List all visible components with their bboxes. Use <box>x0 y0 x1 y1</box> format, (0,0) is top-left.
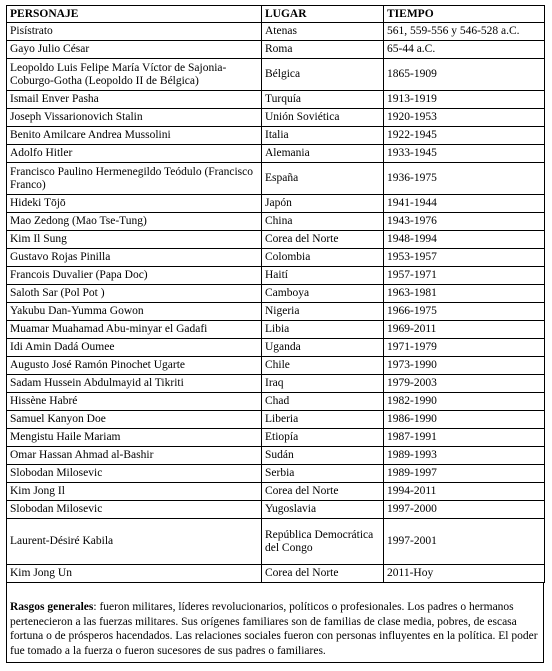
table-row <box>7 59 545 91</box>
header-lugar: LUGAR <box>262 6 384 23</box>
cell-tiempo: 1994-2011 <box>384 483 545 501</box>
cell-tiempo: 1922-1945 <box>384 127 545 145</box>
table-row <box>7 321 545 339</box>
cell-lugar: Chile <box>262 357 384 375</box>
cell-tiempo: 1989-1993 <box>384 447 545 465</box>
cell-tiempo: 1971-1979 <box>384 339 545 357</box>
cell-personaje: Sadam Hussein Abdulmayid al Tikriti <box>7 375 262 393</box>
cell-tiempo: 1969-2011 <box>384 321 545 339</box>
cell-personaje: Joseph Vissarionovich Stalin <box>7 109 262 127</box>
table-body <box>7 23 545 583</box>
cell-personaje: Mao Zedong (Mao Tse-Tung) <box>7 213 262 231</box>
cell-personaje: Muamar Muahamad Abu-minyar el Gadafi <box>7 321 262 339</box>
dictators-table <box>6 5 545 583</box>
table-row <box>7 249 545 267</box>
cell-personaje: Omar Hassan Ahmad al-Bashir <box>7 447 262 465</box>
table-row <box>7 465 545 483</box>
cell-personaje: Pisístrato <box>7 23 262 41</box>
cell-personaje: Idi Amin Dadá Oumee <box>7 339 262 357</box>
cell-lugar: Atenas <box>262 23 384 41</box>
cell-personaje: Hissène Habré <box>7 393 262 411</box>
cell-lugar: Liberia <box>262 411 384 429</box>
header-personaje: PERSONAJE <box>7 6 262 23</box>
table-row <box>7 501 545 519</box>
cell-tiempo: 65-44 a.C. <box>384 41 545 59</box>
cell-lugar: Iraq <box>262 375 384 393</box>
cell-personaje: Gayo Julio César <box>7 41 262 59</box>
cell-tiempo: 1997-2001 <box>384 519 545 565</box>
cell-lugar: España <box>262 163 384 195</box>
cell-personaje: Slobodan Milosevic <box>7 465 262 483</box>
note-label: Rasgos generales <box>10 601 94 613</box>
table-row <box>7 357 545 375</box>
cell-lugar: China <box>262 213 384 231</box>
cell-tiempo: 1920-1953 <box>384 109 545 127</box>
cell-personaje: Saloth Sar (Pol Pot ) <box>7 285 262 303</box>
cell-tiempo: 1989-1997 <box>384 465 545 483</box>
document-page <box>6 5 544 663</box>
cell-tiempo: 1979-2003 <box>384 375 545 393</box>
table-row <box>7 127 545 145</box>
table-row <box>7 303 545 321</box>
cell-lugar: Alemania <box>262 145 384 163</box>
table-row <box>7 163 545 195</box>
cell-personaje: Mengistu Haile Mariam <box>7 429 262 447</box>
cell-lugar: Corea del Norte <box>262 231 384 249</box>
cell-tiempo: 2011-Hoy <box>384 565 545 583</box>
cell-personaje: Laurent-Désiré Kabila <box>7 519 262 565</box>
cell-lugar: Serbia <box>262 465 384 483</box>
cell-lugar: Unión Soviética <box>262 109 384 127</box>
table-row <box>7 411 545 429</box>
cell-tiempo: 1948-1994 <box>384 231 545 249</box>
cell-lugar: Libia <box>262 321 384 339</box>
cell-personaje: Francisco Paulino Hermenegildo Teódulo (Francisco Franco) <box>7 163 262 195</box>
table-row <box>7 429 545 447</box>
header-tiempo: TIEMPO <box>384 6 545 23</box>
cell-personaje: Benito Amilcare Andrea Mussolini <box>7 127 262 145</box>
note-text: : fueron militares, líderes revolucionarios, políticos o profesionales. Los padres o hermanos pertenecieron a las fuerzas militares. Sus orígenes familiares son de familias de clase media, pobres, de escasa fortuna o de prósperos hacendados. Las relaciones sociales fueron con personas influyentes en la política. El poder fue tomado a la fuerza o fueron sucesores de sus padres o familiares. <box>10 601 538 657</box>
cell-tiempo: 1987-1991 <box>384 429 545 447</box>
cell-lugar: Camboya <box>262 285 384 303</box>
cell-tiempo: 1982-1990 <box>384 393 545 411</box>
cell-tiempo: 1963-1981 <box>384 285 545 303</box>
cell-tiempo: 1865-1909 <box>384 59 545 91</box>
cell-personaje: Kim Jong Il <box>7 483 262 501</box>
cell-tiempo: 1957-1971 <box>384 267 545 285</box>
cell-lugar: Japón <box>262 195 384 213</box>
cell-tiempo: 561, 559-556 y 546-528 a.C. <box>384 23 545 41</box>
cell-lugar: República Democrática del Congo <box>262 519 384 565</box>
cell-personaje: Kim Jong Un <box>7 565 262 583</box>
table-row <box>7 447 545 465</box>
cell-personaje: Leopoldo Luis Felipe María Víctor de Sajonia-Coburgo-Gotha (Leopoldo II de Bélgica) <box>7 59 262 91</box>
cell-personaje: Ismail Enver Pasha <box>7 91 262 109</box>
table-row <box>7 23 545 41</box>
cell-personaje: Gustavo Rojas Pinilla <box>7 249 262 267</box>
cell-personaje: Hideki Tōjō <box>7 195 262 213</box>
table-spacer <box>6 583 544 597</box>
table-row <box>7 483 545 501</box>
table-row <box>7 339 545 357</box>
cell-lugar: Chad <box>262 393 384 411</box>
table-row <box>7 393 545 411</box>
cell-lugar: Bélgica <box>262 59 384 91</box>
cell-tiempo: 1973-1990 <box>384 357 545 375</box>
cell-lugar: Etiopía <box>262 429 384 447</box>
table-row <box>7 565 545 583</box>
cell-personaje: Samuel Kanyon Doe <box>7 411 262 429</box>
table-row <box>7 91 545 109</box>
cell-lugar: Yugoslavia <box>262 501 384 519</box>
cell-lugar: Nigeria <box>262 303 384 321</box>
table-row <box>7 213 545 231</box>
cell-tiempo: 1936-1975 <box>384 163 545 195</box>
cell-lugar: Haití <box>262 267 384 285</box>
cell-personaje: Slobodan Milosevic <box>7 501 262 519</box>
table-row <box>7 195 545 213</box>
cell-personaje: Kim Il Sung <box>7 231 262 249</box>
cell-personaje: Francois Duvalier (Papa Doc) <box>7 267 262 285</box>
cell-tiempo: 1913-1919 <box>384 91 545 109</box>
cell-lugar: Corea del Norte <box>262 565 384 583</box>
cell-tiempo: 1953-1957 <box>384 249 545 267</box>
cell-lugar: Italia <box>262 127 384 145</box>
cell-lugar: Roma <box>262 41 384 59</box>
cell-personaje: Augusto José Ramón Pinochet Ugarte <box>7 357 262 375</box>
table-row <box>7 109 545 127</box>
table-row <box>7 145 545 163</box>
table-header-row <box>7 6 545 23</box>
table-row <box>7 519 545 565</box>
cell-lugar: Sudán <box>262 447 384 465</box>
cell-personaje: Adolfo Hitler <box>7 145 262 163</box>
cell-lugar: Corea del Norte <box>262 483 384 501</box>
cell-tiempo: 1997-2000 <box>384 501 545 519</box>
cell-lugar: Uganda <box>262 339 384 357</box>
cell-lugar: Colombia <box>262 249 384 267</box>
table-row <box>7 41 545 59</box>
cell-lugar: Turquía <box>262 91 384 109</box>
table-row <box>7 285 545 303</box>
cell-tiempo: 1933-1945 <box>384 145 545 163</box>
cell-tiempo: 1941-1944 <box>384 195 545 213</box>
general-traits-note <box>6 597 544 663</box>
cell-tiempo: 1966-1975 <box>384 303 545 321</box>
table-row <box>7 231 545 249</box>
cell-personaje: Yakubu Dan-Yumma Gowon <box>7 303 262 321</box>
table-row <box>7 375 545 393</box>
cell-tiempo: 1943-1976 <box>384 213 545 231</box>
table-row <box>7 267 545 285</box>
cell-tiempo: 1986-1990 <box>384 411 545 429</box>
